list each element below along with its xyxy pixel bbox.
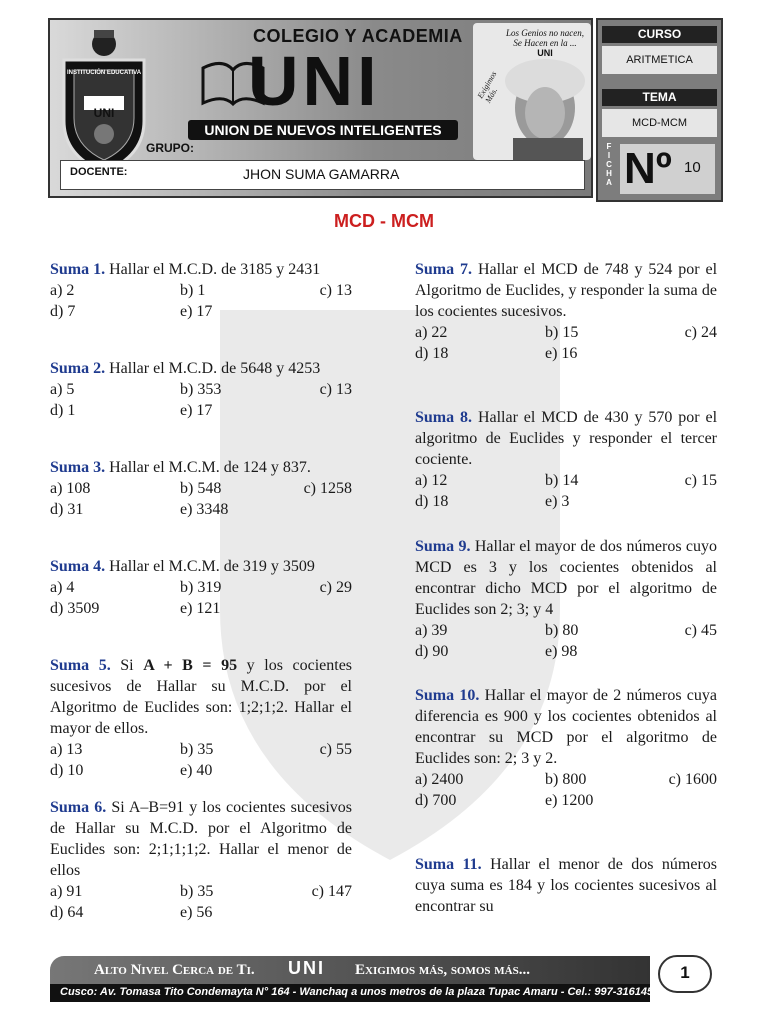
- brand-uni: UNI: [248, 42, 381, 120]
- options: [50, 280, 352, 322]
- footer-address: Cusco: Av. Tomasa Tito Condemayta N° 164 - Wanchaq a unos metros de la plaza Tupac Amaru - Cel.: 997-316145: [60, 986, 654, 998]
- option-a: a) 108: [50, 480, 91, 497]
- option-c: c) 29: [319, 579, 352, 596]
- exercise-text: Hallar el mayor de dos números cuyo MCD es 3 y los cocientes obtenidos al encontrar dicho MCD por el algoritmo de Euclides son 2; 3; y 4: [415, 538, 718, 618]
- exercise-label: Suma 9.: [415, 538, 471, 555]
- shield-brand: UNI: [93, 106, 115, 120]
- option-d: d) 31: [50, 501, 84, 518]
- option-d: d) 90: [415, 643, 449, 660]
- option-c: c) 13: [319, 381, 352, 398]
- option-b: b) 80: [545, 622, 579, 639]
- course-panel: [596, 18, 723, 202]
- exercise-text: Hallar el MCD de 430 y 570 por el algoritmo de Euclides y responder el tercer cociente.: [415, 409, 718, 468]
- options: [415, 322, 717, 364]
- option-b: b) 35: [180, 741, 214, 758]
- options: [50, 478, 352, 520]
- option-b: b) 353: [180, 381, 222, 398]
- footer-brand: UNI: [288, 958, 325, 978]
- exercise-4: [50, 556, 352, 619]
- option-b: b) 1: [180, 282, 206, 299]
- option-b: b) 319: [180, 579, 222, 596]
- options: [415, 470, 717, 512]
- exercise-7: [415, 259, 717, 364]
- teacher-label: DOCENTE:: [70, 166, 128, 178]
- exercise-label: Suma 3.: [50, 459, 106, 476]
- option-a: a) 39: [415, 622, 448, 639]
- option-a: a) 12: [415, 472, 448, 489]
- course-heading: CURSO: [602, 26, 717, 43]
- exercise-text: Hallar el M.C.D. de 5648 y 4253: [109, 360, 321, 377]
- ficha-label: F I C H A: [606, 142, 612, 187]
- option-c: c) 45: [684, 622, 717, 639]
- option-e: e) 17: [180, 402, 213, 419]
- exercise-label: Suma 4.: [50, 558, 106, 575]
- brand-subtitle: UNION DE NUEVOS INTELIGENTES: [188, 120, 458, 140]
- option-a: a) 5: [50, 381, 75, 398]
- exercise-label: Suma 1.: [50, 261, 106, 278]
- option-a: a) 4: [50, 579, 75, 596]
- slogan-brand: UNI: [537, 48, 553, 58]
- exercise-text: y los cocientes sucesivos de Hallar su M.C.D. por el Algoritmo de Euclides son: 1;2;1;2. Hallar el mayor de ellos.: [50, 657, 353, 737]
- option-b: b) 548: [180, 480, 222, 497]
- option-e: e) 40: [180, 762, 213, 779]
- option-a: a) 22: [415, 324, 448, 341]
- option-d: d) 700: [415, 792, 457, 809]
- shield-caption: INSTITUCIÓN EDUCATIVA: [66, 70, 142, 76]
- slogan-line-1: Los Genios no nacen,: [506, 28, 584, 38]
- option-c: c) 1600: [668, 771, 717, 788]
- option-b: b) 35: [180, 883, 214, 900]
- exercise-text-pre: Si: [120, 657, 134, 674]
- exercise-10: [415, 685, 717, 811]
- options: [50, 379, 352, 421]
- option-e: e) 56: [180, 904, 213, 921]
- option-a: a) 2: [50, 282, 75, 299]
- option-c: c) 13: [319, 282, 352, 299]
- school-shield-logo: [58, 26, 150, 176]
- exercise-9: [415, 536, 717, 662]
- footer-tagline: Exigimos más, somos más...: [355, 962, 530, 978]
- group-label: GRUPO:: [146, 141, 194, 155]
- exercise-6: [50, 797, 352, 923]
- exercise-label: Suma 7.: [415, 261, 473, 278]
- option-e: e) 17: [180, 303, 213, 320]
- option-c: c) 15: [684, 472, 717, 489]
- footer: [50, 956, 654, 1002]
- equation: A + B = 95: [143, 657, 238, 674]
- slogan-side: Exigimos Más.: [475, 69, 500, 105]
- exercise-8: [415, 407, 717, 512]
- exercise-text: Si A–B=91 y los cocientes sucesivos de Hallar su M.C.D. por el Algoritmo de Euclides son: 2;1;1;1;2. Hallar el menor de ellos: [50, 799, 353, 879]
- option-c: c) 147: [311, 883, 352, 900]
- option-a: a) 2400: [415, 771, 464, 788]
- option-e: e) 3348: [180, 501, 229, 518]
- option-b: b) 15: [545, 324, 579, 341]
- option-d: d) 3509: [50, 600, 100, 617]
- footer-motto: Alto Nivel Cerca de Ti.: [94, 962, 255, 978]
- option-d: d) 7: [50, 303, 76, 320]
- option-e: e) 1200: [545, 792, 594, 809]
- options: [415, 620, 717, 662]
- option-a: a) 13: [50, 741, 83, 758]
- topic-heading: TEMA: [602, 89, 717, 106]
- option-e: e) 98: [545, 643, 578, 660]
- academy-name: COLEGIO Y ACADEMIA: [253, 26, 463, 46]
- exercise-label: Suma 11.: [415, 856, 482, 873]
- exercise-11: [415, 854, 717, 917]
- header: [48, 18, 723, 202]
- option-e: e) 3: [545, 493, 570, 510]
- options: [50, 577, 352, 619]
- option-c: c) 55: [319, 741, 352, 758]
- option-a: a) 91: [50, 883, 83, 900]
- sheet-number: 10: [684, 159, 701, 176]
- teacher-name: JHON SUMA GAMARRA: [243, 166, 400, 182]
- exercise-1: [50, 259, 352, 322]
- exercise-text: Hallar el MCD de 748 y 524 por el Algoritmo de Euclides, y responder la suma de los cocientes sucesivos.: [415, 261, 718, 320]
- exercise-3: [50, 457, 352, 520]
- slogan-line-2: Se Hacen en la ...: [513, 38, 577, 48]
- options: [415, 769, 717, 811]
- option-d: d) 64: [50, 904, 84, 921]
- option-d: d) 10: [50, 762, 84, 779]
- course-value: ARITMETICA: [602, 46, 717, 74]
- exercise-text: Hallar el menor de dos números cuya suma es 184 y los cocientes sucesivos al encontrar su: [415, 856, 718, 915]
- option-c: c) 1258: [303, 480, 352, 497]
- number-symbol: Nº: [624, 144, 672, 193]
- option-c: c) 24: [684, 324, 717, 341]
- page-title: MCD - MCM: [334, 211, 434, 231]
- exercise-2: [50, 358, 352, 421]
- exercise-text: Hallar el mayor de 2 números cuya diferencia es 900 y los cocientes obtenidos al encontrar su MCD por el algoritmo de Euclides son: 2; 3 y 2.: [415, 687, 718, 767]
- option-b: b) 800: [545, 771, 587, 788]
- exercise-label: Suma 8.: [415, 409, 473, 426]
- option-d: d) 18: [415, 493, 449, 510]
- exercise-label: Suma 10.: [415, 687, 480, 704]
- option-e: e) 121: [180, 600, 221, 617]
- option-e: e) 16: [545, 345, 578, 362]
- topic-value: MCD-MCM: [602, 109, 717, 137]
- exercise-label: Suma 5.: [50, 657, 111, 674]
- options: [50, 881, 352, 923]
- option-d: d) 1: [50, 402, 76, 419]
- options: [50, 739, 352, 781]
- exercise-label: Suma 6.: [50, 799, 107, 816]
- exercise-5: [50, 655, 352, 781]
- exercise-label: Suma 2.: [50, 360, 106, 377]
- page-number: 1: [680, 963, 690, 982]
- option-d: d) 18: [415, 345, 449, 362]
- slogan: [500, 28, 590, 58]
- exercise-text: Hallar el M.C.M. de 124 y 837.: [109, 459, 311, 476]
- exercise-text: Hallar el M.C.M. de 319 y 3509: [109, 558, 315, 575]
- exercise-text: Hallar el M.C.D. de 3185 y 2431: [109, 261, 321, 278]
- option-b: b) 14: [545, 472, 579, 489]
